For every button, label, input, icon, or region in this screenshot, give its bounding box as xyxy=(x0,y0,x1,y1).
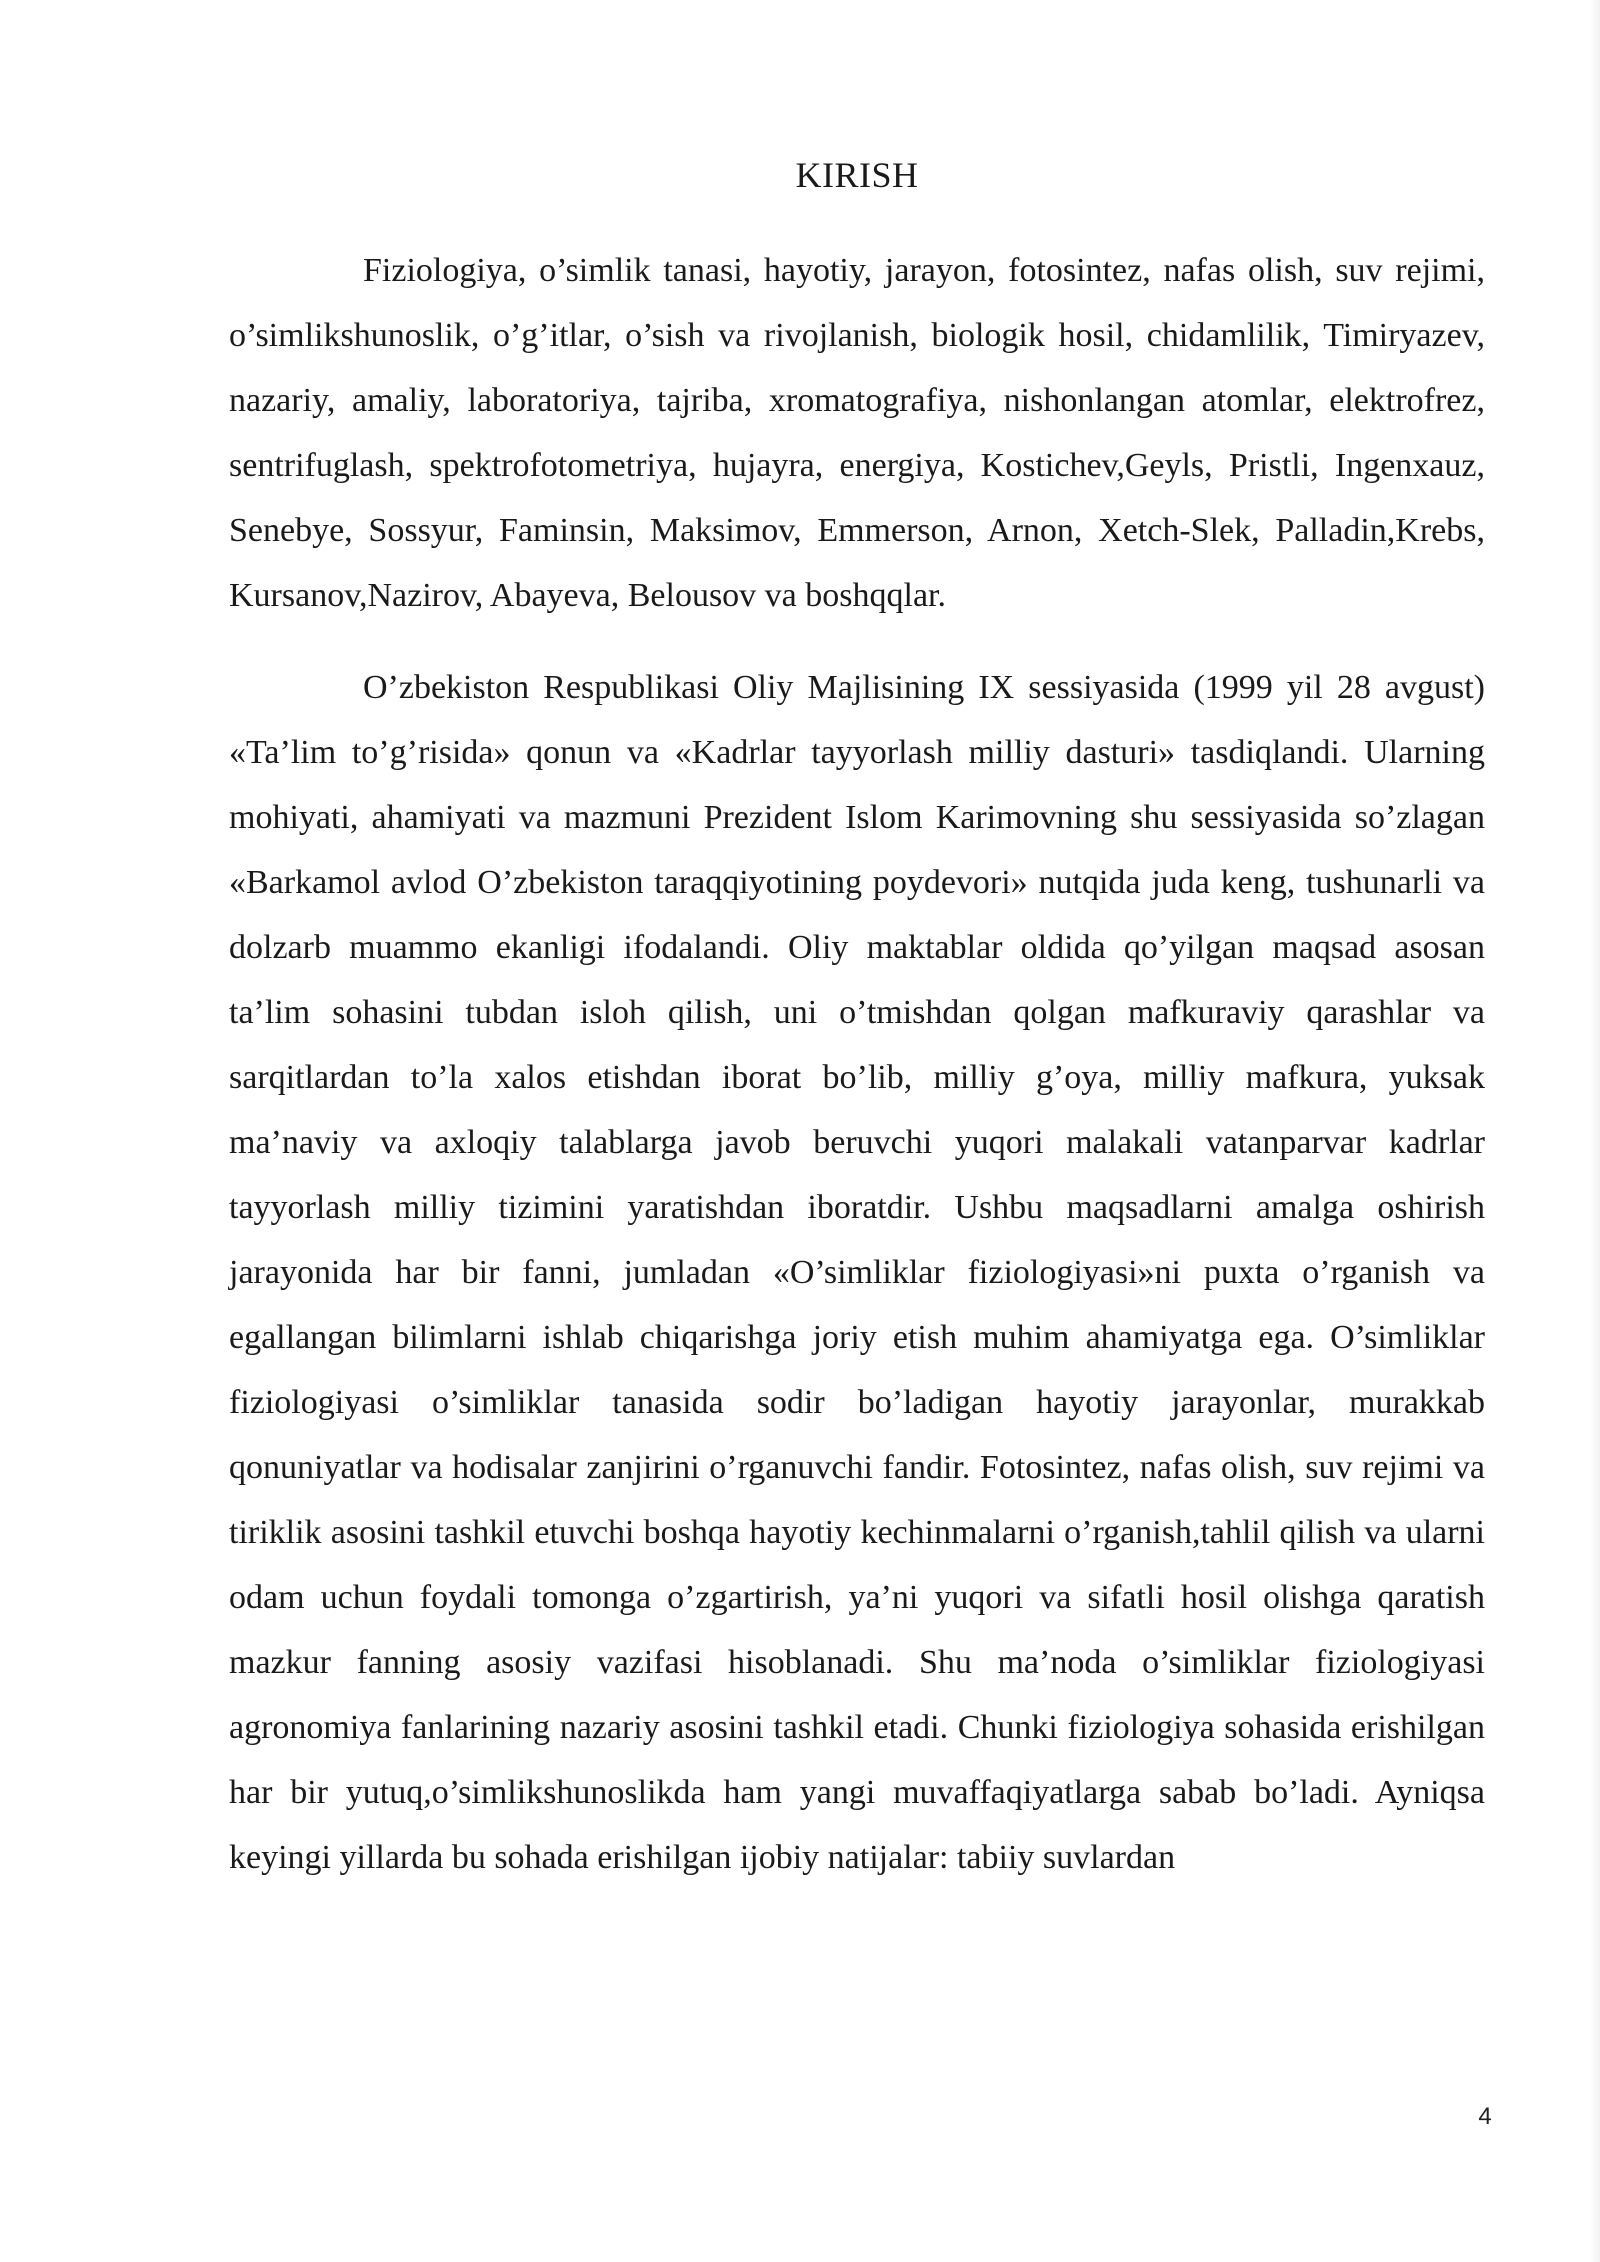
intro-paragraph: O’zbekiston Respublikasi Oliy Majlisining IX sessiyasida (1999 yil 28 avgust) «Ta’lim to’g’risida» qonun va «Kadrlar tayyorlash milliy dasturi» tasdiqlandi. Ularning mohiyati, ahamiyati va mazmuni Prezident Islom Karimovning shu sessiyasida so’zlagan «Barkamol avlod O’zbekiston taraqqiyotining poydevori» nutqida juda keng, tushunarli va dolzarb muammo ekanligi ifodalandi. Oliy maktablar oldida qo’yilgan maqsad asosan ta’lim sohasini tubdan isloh qilish, uni o’tmishdan qolgan mafkuraviy qarashlar va sarqitlardan to’la xalos etishdan iborat bo’lib, milliy g’oya, milliy mafkura, yuksak ma’naviy va axloqiy talablarga javob beruvchi yuqori malakali vatanparvar kadrlar tayyorlash milliy tizimini yaratishdan iboratdir. Ushbu maqsadlarni amalga oshirish jarayonida har bir fanni, jumladan «O’simliklar fiziologiyasi»ni puxta o’rganish va egallangan bilimlarni ishlab chiqarishga joriy etish muhim ahamiyatga ega. O’simliklar fiziologiyasi o’simliklar tanasida sodir bo’ladigan hayotiy jarayonlar, murakkab qonuniyatlar va hodisalar zanjirini o’rganuvchi fandir. Fotosintez, nafas olish, suv rejimi va tiriklik asosini tashkil etuvchi boshqa hayotiy kechinmalarni o’rganish,tahlil qilish va ularni odam uchun foydali tomonga o’zgartirish, ya’ni yuqori va sifatli hosil olishga qaratish mazkur fanning asosiy vazifasi hisoblanadi. Shu ma’noda o’simliklar fiziologiyasi agronomiya fanlarining nazariy asosini tashkil etadi. Chunki fiziologiya sohasida erishilgan har bir yutuq,o’simlikshunoslikda ham yangi muvaffaqiyatlarga sabab bo’ladi. Ayniqsa keyingi yillarda bu sohada erishilgan ijobiy natijalar: tabiiy suvlardan xyxy=(229,669,1485,1876)
page-number: 4 xyxy=(1478,2103,1492,2130)
page-edge-shadow xyxy=(1590,0,1600,2262)
body-text xyxy=(229,238,1485,1890)
keywords-paragraph: Fiziologiya, o’simlik tanasi, hayotiy, jarayon, fotosintez, nafas olish, suv rejimi, o’simlikshunoslik, o’g’itlar, o’sish va rivojlanish, biologik hosil, chidamlilik, Timiryazev, nazariy, amaliy, laboratoriya, tajriba, xromatografiya, nishonlangan atomlar, elektrofrez, sentrifuglash, spektrofotometriya, hujayra, energiya, Kostichev,Geyls, Pristli, Ingenxauz, Senebye, Sossyur, Faminsin, Maksimov, Emmerson, Arnon, Xetch-Slek, Palladin,Krebs, Kursanov,Nazirov, Abayeva, Belousov va boshqqlar. xyxy=(229,252,1485,614)
page-title: KIRISH xyxy=(795,155,919,195)
